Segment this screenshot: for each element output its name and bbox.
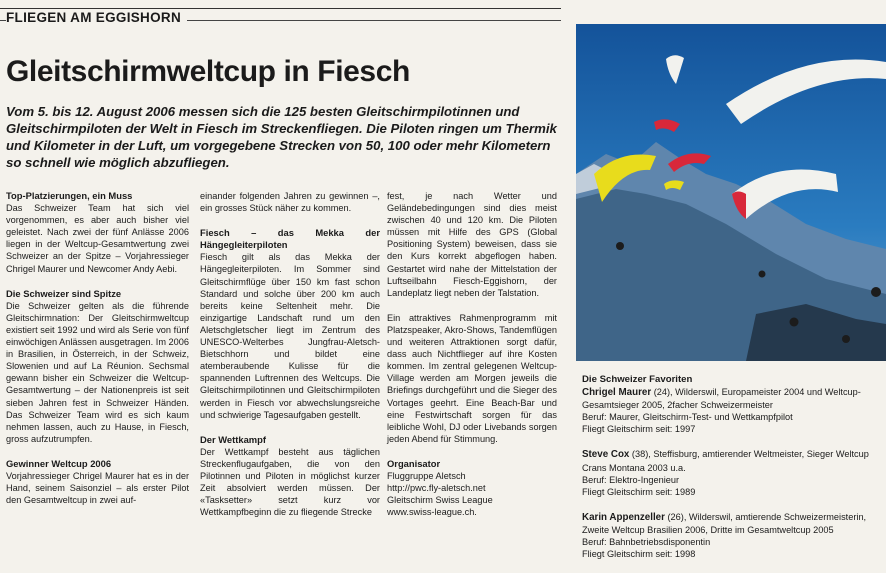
- paragliders-illustration: [576, 24, 886, 361]
- column-1: [6, 190, 189, 506]
- subhead-wettkampf: Der Wettkampf: [200, 433, 266, 445]
- organizer-line: Fluggruppe Aletsch: [387, 470, 466, 481]
- pilot: [871, 287, 881, 297]
- subhead-schweizer-spitze: Die Schweizer sind Spitze: [6, 287, 122, 299]
- column-3: [387, 190, 557, 518]
- favorite-since: Fliegt Gleitschirm seit: 1989: [582, 486, 696, 497]
- paragliders-photo: [576, 24, 886, 361]
- subhead-top-platzierungen: Top-Platzierungen, ein Muss: [6, 190, 133, 201]
- favorite-job: Beruf: Maurer, Gleitschirm-Test- und Wettkampfpilot: [582, 412, 793, 423]
- column-2: [200, 190, 380, 518]
- paragraph-schweizer-spitze: Die Schweizer gelten als die führende Gleitschirmnation: Der Gleitschirmweltcup existiert seit 1992 und wird als Serie von fünf einwöchigen Anlässen ausgetragen. Im 2006 in Brasilien, in Österreich, in der Schweiz, Slowenien und auf La Réunion. Sechsmal gewann bisher ein Schweizer die Weltcup-Gesamtwertung – der Nationenpreis ist seit sieben Jahren fest in Schweizer Händen. Das Schweizer Team wird es sich kaum nehmen lassen, auch zu Hause, in Fiesch, gross aufzutrumpfen.: [6, 300, 189, 444]
- organizer-link[interactable]: http://pwc.fly-aletsch.net: [387, 483, 486, 494]
- favorite-entry: [582, 511, 884, 560]
- section-kicker: FLIEGEN AM EGGISHORN: [6, 10, 187, 25]
- favorite-name: Karin Appenzeller: [582, 511, 665, 523]
- subhead-gewinner: Gewinner Weltcup 2006: [6, 457, 112, 469]
- subhead-organisator: Organisator: [387, 457, 441, 469]
- pilot: [759, 271, 766, 278]
- favorite-description: (26), Wilderswil, amtierende Schweizermeisterin, Zweite Weltcup Brasilien 2006, Dritte im Gesamtweltcup 2005: [582, 511, 867, 535]
- pilot: [790, 318, 799, 327]
- favorite-job: Beruf: Bahnbetriebsdisponentin: [582, 537, 711, 548]
- favorites-box: [582, 374, 884, 573]
- favorite-since: Fliegt Gleitschirm seit: 1998: [582, 549, 696, 560]
- organizer-link[interactable]: www.swiss-league.ch.: [387, 507, 477, 518]
- favorite-name: Chrigel Maurer: [582, 387, 652, 399]
- article-lead: Vom 5. bis 12. August 2006 messen sich die 125 besten Gleitschirmpilotinnen und Gleitschirmpiloten der Welt in Fiesch im Streckenfliegen. Die Piloten ringen um Thermik und Kilometer in der Luft, um vorgegebene Strecken von 50, 100 oder mehr Kilometern so schnell wie möglich abzufliegen.: [6, 104, 557, 170]
- paragraph-gewinner: Vorjahressieger Chrigel Maurer hat es in der Hand, seinem Saisonziel – als erster Pilot den Gesamtweltcup in zwei auf-: [6, 470, 189, 506]
- paragraph-continuation: einander folgenden Jahren zu gewinnen –, ein grosses Stück näher zu kommen.: [200, 191, 380, 214]
- organizer-line: Gleitschirm Swiss League: [387, 495, 493, 506]
- favorite-entry: [582, 448, 884, 497]
- subhead-fiesch-mekka: Fiesch – das Mekka der Hängegleiterpiloten: [200, 227, 380, 251]
- favorites-heading: Die Schweizer Favoriten: [582, 374, 693, 385]
- pilot: [842, 335, 850, 343]
- paragraph-gps: fest, je nach Wetter und Geländebedingungen sind dies meist zwischen 40 und 120 km. Die Piloten müssen mit Hilfe des GPS (Global Positioning System) beweisen, dass sie den Kurs korrekt abgeflogen haben. Gestartet wird nahe der Mittelstation der Luftseilbahn Fiesch-Eggishorn, der Landeplatz liegt neben der Talstation.: [387, 191, 557, 298]
- paragraph-fiesch-mekka: Fiesch gilt als das Mekka der Hängegleiterpiloten. Im Sommer sind Gleitschirmflüge über 150 km fast schon Standard und solche über 200 km auch bereits keine Seltenheit mehr. Die einzigartige Landschaft rund um den Aletschgletscher liegt im Zentrum des UNESCO-Welterbes Jungfrau-Aletsch-Bietschhorn und bildet eine atemberaubende Kulisse für die spannenden Luftrennen des Weltcups. Die Gleitschirmpilotinnen und Gleitschirmpiloten werden in Fiesch vor abwechslungsreiche und schwierige Tagesaufgaben gestellt.: [200, 252, 380, 420]
- favorite-name: Steve Cox: [582, 449, 630, 461]
- favorite-job: Beruf: Elektro-Ingenieur: [582, 474, 680, 485]
- pilot: [616, 242, 624, 250]
- favorite-entry: [582, 386, 884, 435]
- favorite-description: (38), Steffisburg, amtierender Weltmeister, Sieger Weltcup Crans Montana 2003 u.a.: [582, 449, 869, 473]
- paragraph-wettkampf: Der Wettkampf besteht aus täglichen Streckenflugaufgaben, die von den Pilotinnen und Piloten in möglichst kurzer Zeit absolviert werden müssen. Der «Tasksetter» setzt kurz vor Wettkampfbeginn die zu fliegende Strecke: [200, 446, 380, 518]
- paragraph-top-platzierungen: Das Schweizer Team hat sich viel vorgenommen, es aber auch bisher viel geleistet. Nach zwei der fünf Anlässe 2006 liegen in der Weltcup-Gesamtwertung zwei Schweizer an der Spitze – Vorjahressieger Chrigel Maurer und Newcomer Andy Aebi.: [6, 203, 189, 274]
- favorite-since: Fliegt Gleitschirm seit: 1997: [582, 424, 696, 435]
- article-headline: Gleitschirmweltcup in Fiesch: [6, 55, 410, 88]
- paragraph-rahmenprogramm: Ein attraktives Rahmenprogramm mit Platzspeaker, Akro-Shows, Tandemflügen und weiteren Attraktionen sorgt dafür, dass auch Nichtflieger auf ihre Kosten kommen. Im zentral gelegenen Weltcup-Village werden am Morgen jeweils die Briefings durchgeführt und die Sieger des Vortages geehrt. Eine Beach-Bar und eine Festwirtschaft sorgen für das leibliche Wohl, DJ oder Livebands sorgen jeden Abend für Stimmung.: [387, 312, 557, 444]
- favorite-description: (24), Wilderswil, Europameister 2004 und Weltcup-Gesamtsieger 2005, 2facher Schweizermeister: [582, 387, 861, 411]
